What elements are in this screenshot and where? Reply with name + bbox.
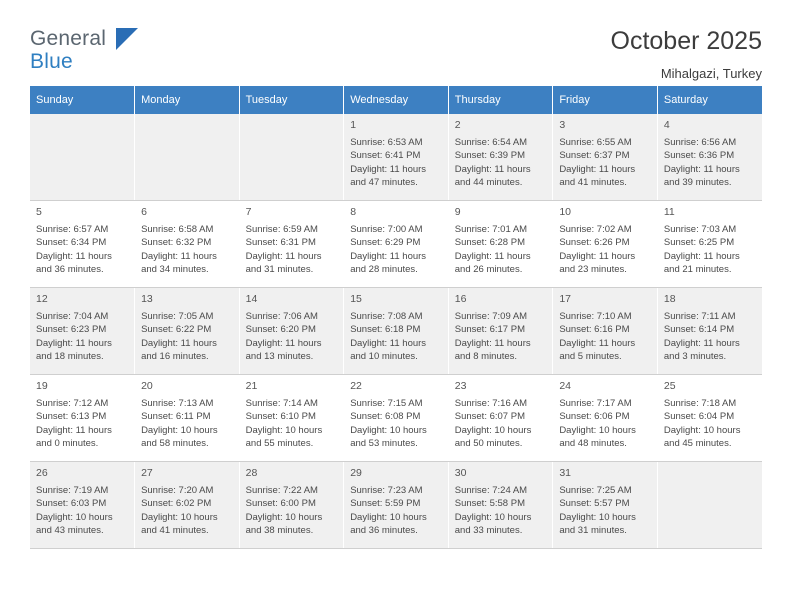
day-info-line: and 3 minutes. xyxy=(663,351,727,363)
day-info-line: and 5 minutes. xyxy=(559,351,622,363)
day-sun-info xyxy=(141,310,233,364)
day-info-line: Sunset: 6:18 PM xyxy=(350,324,421,336)
day-info-line: Sunset: 6:41 PM xyxy=(350,150,421,162)
calendar-day-cell[interactable] xyxy=(239,375,344,462)
day-number: 12 xyxy=(36,293,48,305)
day-sun-info xyxy=(559,310,651,364)
day-info-line: Sunset: 6:03 PM xyxy=(36,498,107,510)
day-number: 25 xyxy=(663,380,676,392)
day-number: 23 xyxy=(454,380,467,392)
day-info-line: Sunrise: 7:19 AM xyxy=(36,484,109,496)
day-number: 19 xyxy=(36,380,48,392)
calendar-day-cell[interactable] xyxy=(135,288,240,375)
day-info-line: Daylight: 11 hours xyxy=(141,337,217,349)
day-info-line: and 31 minutes. xyxy=(245,264,314,276)
calendar-day-cell[interactable] xyxy=(657,288,762,375)
day-info-line: Sunrise: 7:05 AM xyxy=(141,310,214,322)
day-info-line: Daylight: 11 hours xyxy=(559,337,636,349)
day-info-line: and 47 minutes. xyxy=(350,177,418,189)
calendar-day-cell[interactable] xyxy=(344,462,449,549)
day-info-line: and 43 minutes. xyxy=(36,525,104,537)
day-info-line: Sunset: 6:10 PM xyxy=(245,411,316,423)
day-info-line: Sunset: 6:37 PM xyxy=(559,150,630,162)
calendar-week-row xyxy=(30,288,762,375)
day-info-line: and 26 minutes. xyxy=(454,264,523,276)
calendar-day-cell[interactable] xyxy=(344,288,449,375)
day-info-line: Sunrise: 7:22 AM xyxy=(245,484,318,496)
day-info-line: Daylight: 11 hours xyxy=(559,163,636,175)
calendar-day-cell[interactable] xyxy=(448,201,553,288)
day-info-line: Sunrise: 6:55 AM xyxy=(559,136,632,148)
day-info-line: and 41 minutes. xyxy=(141,525,209,537)
day-number: 16 xyxy=(454,293,467,305)
day-number: 31 xyxy=(559,467,571,479)
calendar-day-cell[interactable] xyxy=(135,375,240,462)
day-info-line: Sunrise: 7:04 AM xyxy=(36,310,109,322)
day-sun-info xyxy=(559,484,651,538)
calendar-week-row xyxy=(30,462,762,549)
day-number: 15 xyxy=(350,293,362,305)
day-sun-info xyxy=(350,484,442,538)
day-info-line: Sunset: 6:16 PM xyxy=(559,324,630,336)
calendar-day-cell[interactable] xyxy=(135,201,240,288)
calendar-day-cell[interactable] xyxy=(448,288,553,375)
day-info-line: Daylight: 11 hours xyxy=(350,337,427,349)
day-info-line: and 34 minutes. xyxy=(141,264,209,276)
weekday-header-monday: Monday xyxy=(135,86,240,114)
day-sun-info xyxy=(350,223,442,277)
day-number: 17 xyxy=(559,293,571,305)
day-info-line: Sunrise: 7:08 AM xyxy=(350,310,423,322)
day-info-line: Sunset: 6:26 PM xyxy=(559,237,630,249)
day-sun-info xyxy=(246,310,338,364)
day-number: 4 xyxy=(663,119,670,131)
day-info-line: Sunrise: 7:06 AM xyxy=(245,310,318,322)
day-number: 24 xyxy=(559,380,571,392)
day-info-line: Daylight: 10 hours xyxy=(559,511,636,523)
calendar-day-cell[interactable] xyxy=(344,114,449,201)
day-info-line: Daylight: 11 hours xyxy=(350,250,427,262)
location-subtitle: Mihalgazi, Turkey xyxy=(660,65,762,81)
calendar-day-cell[interactable] xyxy=(344,201,449,288)
day-info-line: Daylight: 11 hours xyxy=(663,163,740,175)
day-number: 18 xyxy=(663,293,676,305)
day-sun-info xyxy=(664,223,756,277)
day-info-line: and 23 minutes. xyxy=(559,264,627,276)
day-info-line: Daylight: 10 hours xyxy=(454,511,532,523)
day-info-line: Sunrise: 7:00 AM xyxy=(350,223,423,235)
calendar-day-cell[interactable] xyxy=(448,462,553,549)
day-info-line: Sunset: 5:58 PM xyxy=(454,498,525,510)
day-number: 22 xyxy=(350,380,362,392)
day-info-line: Sunset: 6:23 PM xyxy=(36,324,107,336)
calendar-day-cell[interactable] xyxy=(448,375,553,462)
day-sun-info xyxy=(246,223,338,277)
day-info-line: Daylight: 11 hours xyxy=(559,250,636,262)
page-header xyxy=(30,0,762,81)
day-info-line: Sunrise: 7:02 AM xyxy=(559,223,632,235)
day-sun-info xyxy=(559,223,651,277)
day-sun-info xyxy=(664,310,756,364)
day-sun-info xyxy=(350,136,442,190)
weekday-header-wednesday: Wednesday xyxy=(344,86,449,114)
day-sun-info xyxy=(141,484,233,538)
day-info-line: Daylight: 11 hours xyxy=(663,250,740,262)
day-number: 11 xyxy=(663,206,675,218)
calendar-day-cell[interactable] xyxy=(30,201,135,288)
day-info-line: and 48 minutes. xyxy=(559,438,627,450)
day-info-line: Sunrise: 7:01 AM xyxy=(454,223,528,235)
day-info-line: Sunrise: 7:13 AM xyxy=(141,397,214,409)
calendar-day-cell[interactable] xyxy=(239,288,344,375)
day-info-line: Sunset: 5:59 PM xyxy=(350,498,421,510)
day-number: 1 xyxy=(350,119,357,131)
day-info-line: Daylight: 11 hours xyxy=(454,337,531,349)
day-info-line: Sunrise: 6:57 AM xyxy=(36,223,109,235)
day-info-line: Sunrise: 7:18 AM xyxy=(663,397,737,409)
weekday-header-saturday: Saturday xyxy=(657,86,762,114)
day-info-line: Sunset: 5:57 PM xyxy=(559,498,630,510)
day-info-line: and 13 minutes. xyxy=(245,351,314,363)
day-info-line: Sunrise: 7:15 AM xyxy=(350,397,423,409)
day-sun-info xyxy=(36,223,128,277)
day-info-line: and 50 minutes. xyxy=(454,438,523,450)
day-info-line: Sunset: 6:20 PM xyxy=(245,324,316,336)
weekday-header-thursday: Thursday xyxy=(448,86,553,114)
day-info-line: Daylight: 11 hours xyxy=(36,250,112,262)
calendar-day-cell[interactable] xyxy=(553,114,658,201)
day-info-line: Daylight: 10 hours xyxy=(350,424,427,436)
day-number: 26 xyxy=(36,467,48,479)
day-info-line: Sunrise: 6:53 AM xyxy=(350,136,423,148)
calendar-day-cell[interactable] xyxy=(553,288,658,375)
day-info-line: Daylight: 11 hours xyxy=(454,163,531,175)
day-info-line: Sunset: 6:04 PM xyxy=(663,411,735,423)
day-number: 28 xyxy=(245,467,258,479)
day-sun-info xyxy=(246,484,338,538)
weekday-header-friday: Friday xyxy=(553,86,658,114)
day-info-line: Sunrise: 7:25 AM xyxy=(559,484,632,496)
day-info-line: Daylight: 10 hours xyxy=(245,511,323,523)
calendar-table xyxy=(30,86,762,549)
day-info-line: Daylight: 11 hours xyxy=(663,337,740,349)
day-info-line: Sunrise: 7:17 AM xyxy=(559,397,632,409)
day-info-line: Sunrise: 7:11 AM xyxy=(663,310,736,322)
day-number: 6 xyxy=(141,206,147,218)
calendar-day-cell[interactable] xyxy=(553,375,658,462)
day-info-line: Sunset: 6:32 PM xyxy=(141,237,212,249)
day-number: 7 xyxy=(245,206,252,218)
day-info-line: Daylight: 11 hours xyxy=(245,250,322,262)
day-info-line: Sunrise: 6:54 AM xyxy=(454,136,528,148)
calendar-empty-cell xyxy=(239,114,344,201)
day-number: 9 xyxy=(454,206,461,218)
day-info-line: Daylight: 10 hours xyxy=(454,424,532,436)
day-number: 5 xyxy=(36,206,42,218)
day-sun-info xyxy=(141,223,233,277)
day-info-line: and 18 minutes. xyxy=(36,351,104,363)
day-number: 3 xyxy=(559,119,566,131)
title-block xyxy=(611,28,763,81)
day-info-line: Daylight: 10 hours xyxy=(141,424,218,436)
day-info-line: Sunset: 6:13 PM xyxy=(36,411,107,423)
calendar-day-cell[interactable] xyxy=(657,114,762,201)
calendar-day-cell[interactable] xyxy=(344,375,449,462)
day-info-line: Sunrise: 7:23 AM xyxy=(350,484,423,496)
calendar-day-cell[interactable] xyxy=(135,462,240,549)
day-info-line: and 39 minutes. xyxy=(663,177,732,189)
logo-text-general: General xyxy=(30,27,107,50)
day-sun-info xyxy=(36,397,128,451)
day-info-line: Daylight: 11 hours xyxy=(141,250,217,262)
flag-icon xyxy=(116,28,138,50)
day-number: 13 xyxy=(141,293,153,305)
day-info-line: Sunrise: 7:09 AM xyxy=(454,310,528,322)
weekday-header-sunday: Sunday xyxy=(30,86,135,114)
day-info-line: Sunrise: 7:14 AM xyxy=(245,397,318,409)
calendar-day-cell[interactable] xyxy=(30,462,135,549)
day-info-line: Daylight: 11 hours xyxy=(454,250,531,262)
day-info-line: Daylight: 10 hours xyxy=(245,424,323,436)
day-info-line: Sunrise: 6:59 AM xyxy=(245,223,318,235)
day-sun-info xyxy=(455,310,547,364)
day-info-line: and 45 minutes. xyxy=(663,438,732,450)
day-info-line: Sunrise: 7:24 AM xyxy=(454,484,528,496)
day-info-line: Daylight: 11 hours xyxy=(36,337,112,349)
day-sun-info xyxy=(664,136,756,190)
day-info-line: Sunset: 6:07 PM xyxy=(454,411,525,423)
day-info-line: Sunset: 6:08 PM xyxy=(350,411,421,423)
day-info-line: Daylight: 11 hours xyxy=(36,424,112,436)
day-info-line: and 53 minutes. xyxy=(350,438,418,450)
day-info-line: and 28 minutes. xyxy=(350,264,418,276)
day-info-line: Sunrise: 7:16 AM xyxy=(454,397,528,409)
day-info-line: Sunset: 6:22 PM xyxy=(141,324,212,336)
day-info-line: and 21 minutes. xyxy=(663,264,732,276)
day-info-line: and 16 minutes. xyxy=(141,351,209,363)
day-sun-info xyxy=(455,136,547,190)
calendar-empty-cell xyxy=(30,114,135,201)
day-info-line: Daylight: 10 hours xyxy=(350,511,427,523)
day-info-line: Sunset: 6:34 PM xyxy=(36,237,107,249)
day-info-line: Sunset: 6:00 PM xyxy=(245,498,316,510)
day-info-line: Sunset: 6:02 PM xyxy=(141,498,212,510)
day-info-line: Daylight: 10 hours xyxy=(663,424,741,436)
day-info-line: Sunset: 6:29 PM xyxy=(350,237,421,249)
day-info-line: Sunrise: 7:12 AM xyxy=(36,397,109,409)
day-info-line: and 31 minutes. xyxy=(559,525,627,537)
day-info-line: Sunset: 6:31 PM xyxy=(245,237,316,249)
day-sun-info xyxy=(350,397,442,451)
day-info-line: and 44 minutes. xyxy=(454,177,523,189)
day-info-line: Daylight: 11 hours xyxy=(350,163,427,175)
day-info-line: Sunrise: 7:20 AM xyxy=(141,484,214,496)
day-info-line: Sunset: 6:06 PM xyxy=(559,411,630,423)
calendar-day-cell[interactable] xyxy=(239,201,344,288)
day-info-line: and 55 minutes. xyxy=(245,438,314,450)
calendar-day-cell[interactable] xyxy=(657,375,762,462)
day-info-line: Daylight: 11 hours xyxy=(245,337,322,349)
day-sun-info xyxy=(559,397,651,451)
logo xyxy=(30,28,150,76)
day-info-line: Daylight: 10 hours xyxy=(141,511,218,523)
day-sun-info xyxy=(350,310,442,364)
day-number: 20 xyxy=(141,380,153,392)
day-info-line: Sunrise: 7:03 AM xyxy=(663,223,737,235)
page-title: October 2025 xyxy=(610,27,762,55)
day-info-line: Sunrise: 7:10 AM xyxy=(559,310,632,322)
calendar-week-row xyxy=(30,201,762,288)
day-info-line: Sunset: 6:25 PM xyxy=(663,237,735,249)
day-number: 27 xyxy=(141,467,153,479)
day-info-line: and 36 minutes. xyxy=(350,525,418,537)
calendar-day-cell[interactable] xyxy=(239,462,344,549)
weekday-header-row xyxy=(30,86,762,114)
day-sun-info xyxy=(246,397,338,451)
day-number: 10 xyxy=(559,206,571,218)
day-info-line: and 38 minutes. xyxy=(245,525,314,537)
day-info-line: and 10 minutes. xyxy=(350,351,418,363)
calendar-day-cell[interactable] xyxy=(448,114,553,201)
day-info-line: Daylight: 10 hours xyxy=(36,511,113,523)
day-info-line: and 41 minutes. xyxy=(559,177,627,189)
day-info-line: and 0 minutes. xyxy=(36,438,99,450)
day-sun-info xyxy=(36,484,128,538)
day-sun-info xyxy=(141,397,233,451)
day-number: 2 xyxy=(454,119,461,131)
day-info-line: and 8 minutes. xyxy=(454,351,518,363)
day-info-line: Sunset: 6:14 PM xyxy=(663,324,735,336)
day-info-line: Sunset: 6:17 PM xyxy=(454,324,525,336)
day-number: 8 xyxy=(350,206,357,218)
day-info-line: Daylight: 10 hours xyxy=(559,424,636,436)
day-sun-info xyxy=(455,397,547,451)
day-info-line: Sunset: 6:28 PM xyxy=(454,237,525,249)
day-sun-info xyxy=(664,397,756,451)
logo-text-blue: Blue xyxy=(30,50,73,73)
day-sun-info xyxy=(559,136,651,190)
calendar-day-cell[interactable] xyxy=(30,375,135,462)
day-info-line: Sunset: 6:36 PM xyxy=(663,150,735,162)
day-number: 30 xyxy=(454,467,467,479)
day-info-line: and 36 minutes. xyxy=(36,264,104,276)
day-info-line: Sunrise: 6:56 AM xyxy=(663,136,737,148)
calendar-day-cell[interactable] xyxy=(657,201,762,288)
day-number: 14 xyxy=(245,293,258,305)
day-sun-info xyxy=(455,223,547,277)
calendar-week-row xyxy=(30,114,762,201)
day-info-line: Sunset: 6:11 PM xyxy=(141,411,211,423)
day-info-line: and 33 minutes. xyxy=(454,525,523,537)
day-number: 21 xyxy=(245,380,258,392)
day-sun-info xyxy=(455,484,547,538)
day-info-line: and 58 minutes. xyxy=(141,438,209,450)
day-sun-info xyxy=(36,310,128,364)
weekday-header-tuesday: Tuesday xyxy=(239,86,344,114)
day-info-line: Sunset: 6:39 PM xyxy=(454,150,525,162)
day-number: 29 xyxy=(350,467,362,479)
day-info-line: Sunrise: 6:58 AM xyxy=(141,223,214,235)
calendar-empty-cell xyxy=(657,462,762,549)
calendar-day-cell[interactable] xyxy=(553,201,658,288)
calendar-empty-cell xyxy=(135,114,240,201)
calendar-day-cell[interactable] xyxy=(553,462,658,549)
calendar-day-cell[interactable] xyxy=(30,288,135,375)
calendar-week-row xyxy=(30,375,762,462)
